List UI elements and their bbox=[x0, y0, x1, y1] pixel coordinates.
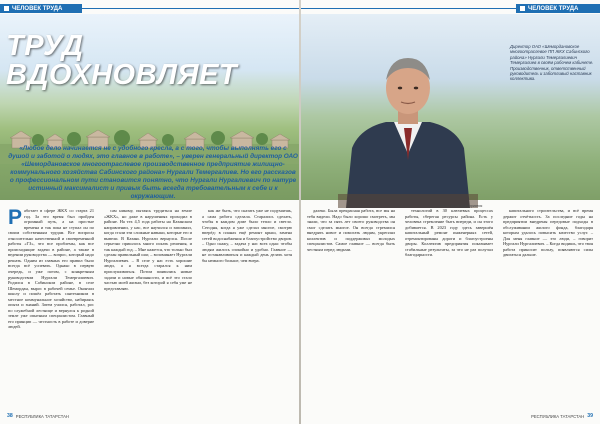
column-text: капитального строительства, и всё время держит отчётность. За последние годы на предприятии внедрены передовые подходы в обслуживании жилого фонда, благодаря которым удалось повысить качество услуг. – Для меня главное — это люди, – говорит Нургали Нургалиевич. – Когда видишь, что твоя работа приносит пользу, появляются силы двигаться дальше. bbox=[503, 208, 593, 258]
rubric-square-icon bbox=[4, 6, 9, 11]
dropcap: Р bbox=[8, 206, 23, 229]
page-footer bbox=[4, 412, 69, 420]
article-column-1 bbox=[8, 208, 94, 330]
rubric-rule bbox=[82, 8, 299, 9]
left-page bbox=[0, 0, 299, 424]
article-column-2 bbox=[104, 208, 192, 292]
headline-line-1: ТРУД bbox=[6, 30, 84, 62]
rubric-square-icon bbox=[520, 6, 525, 11]
magazine-name: РЕСПУБЛИКА ТАТАРСТАН bbox=[531, 413, 585, 419]
article-column-5 bbox=[405, 208, 493, 259]
page-number: 39 bbox=[587, 413, 593, 419]
right-page bbox=[301, 0, 600, 424]
magazine-name: РЕСПУБЛИКА ТАТАРСТАН bbox=[15, 413, 69, 419]
lead-paragraph: «Любое дело начинается не с удобного кресла, а с того, чтобы выполнять его с душой и заботой о людях, это главное в работе», – уверен генеральный директор ОАО «Шемордановское многоотраслевое производственное предприятие жилищно-коммунального хозяйства Сабинского района» Нургали Темергалиев. Но его рассказов о профессиональном пути становится понятно, что Нургали Нургалиевич по натуре истинный максималист и привык быть всегда требовательным к себе и к окружающим. bbox=[8, 145, 298, 200]
page-footer bbox=[531, 412, 596, 420]
article-column-3 bbox=[202, 208, 292, 264]
section-rubric bbox=[0, 4, 82, 13]
column-text: далеко. Была прекрасная работа, все мы на тебя видели. Надо было хорошо смотреть, мы знали, что за пять лет своего руководства он смог сделать многое. Он всегда стремился внедрять новое и помогать людям, укреплял коллектив и поддерживал молодых специалистов. Самое главное — всегда быть честным перед людьми. bbox=[307, 208, 395, 252]
column-text: сам никому, пытаясь трудиться на земле «ЖКХ», но даже в нарушениях проходил в районе. На тех 4,5 года работы на Казанском направлении, у нас, все научился и запомнил, когда стали эти сложные навыки, которые его и вывели. В Казань Нургали вернулся. После серьезно пришлось много искать решения, и так каждый год. – Мне кажется, что только был сделан правильный шаг, – вспоминает Нургали Нургалиевич. – В селе у нас есть хорошие люди, а я всегда старался к ним прислушиваться. Потом появились новые задачи и новые обязанности, и всё это стало частью моей жизни, без которой я себя уже не представляю. bbox=[104, 208, 192, 291]
page-number: 38 bbox=[7, 413, 13, 419]
photo-credit: Фото: архив предприятия bbox=[440, 204, 483, 208]
column-text: аботает в сфере ЖКХ со старта 21 год. За это время был пройден огромный путь, а на простые времена и так пока не ступал он по своим собственным трудам. Все вопросы относительно качественной и своевременной работы «ГЗ», что все проблемы, как все происходящие задачи в районе, а также в ведении руководства — вопрос, который надо решать. Одним из главных его правил было всегда всё успевать. Однако в первую очередь, и уже потом, с конкретным руководством Нургали Темергалиевич. Родился в Сабинском районе, в селе Шемордан, вырос в рабочей семье. Окончил школу и пошёл работать сантехником в местное коммунальное хозяйство, набираясь опыта и знаний. Затем учился, работал, рос по служебной лестнице и вернулся к родной земле уже опытным специалистом. Главный его принцип — честность в работе и доверие людей. bbox=[8, 208, 94, 330]
section-rubric bbox=[516, 4, 600, 13]
column-text: технологий в 30 ключевых процессах работы, сберегая ресурсы района. Есть у человека стремление быть впереди, и он этого добивается. В 2023 году здесь завершён капитальный ремонт инженерных сетей, отремонтированы дороги и благоустроены дворы. Коллектив предприятия показывает стабильные результаты, за что не раз получал благодарности. bbox=[405, 208, 493, 258]
article-column-4 bbox=[307, 208, 395, 253]
article-column-6 bbox=[503, 208, 593, 259]
headline bbox=[6, 32, 237, 90]
rubric-rule bbox=[301, 8, 516, 9]
rubric-label: ЧЕЛОВЕК ТРУДА bbox=[12, 5, 63, 12]
photo-caption: Директор ОАО «Шемордановское многоотраслевое ПП ЖКХ Сабинского района» Нургали Темергалиевич Темергалиев в своём рабочем кабинете. Производственник, ответственный руководитель и заботливый наставник коллектива. bbox=[510, 44, 594, 82]
director-portrait bbox=[338, 44, 478, 208]
column-text: как же быть, что сказать уже не подумаешь, а сама работа сделала. Старались сделать, чтобы в каждом доме было тепло и светло. Сегодня, когда я уже сделал многое, смотрю вперёд: в планах ещё ремонт крыш, замена сетей водоснабжения и благоустройство дворов. – Одно скажу, – задача у нас всех одна: чтобы людям жилось спокойно и удобно. Главное — не останавливаться и каждый день делать хотя бы немного больше, чем вчера. bbox=[202, 208, 292, 263]
rubric-label: ЧЕЛОВЕК ТРУДА bbox=[528, 5, 579, 12]
headline-line-2: ВДОХНОВЛЯЕТ bbox=[6, 59, 238, 91]
